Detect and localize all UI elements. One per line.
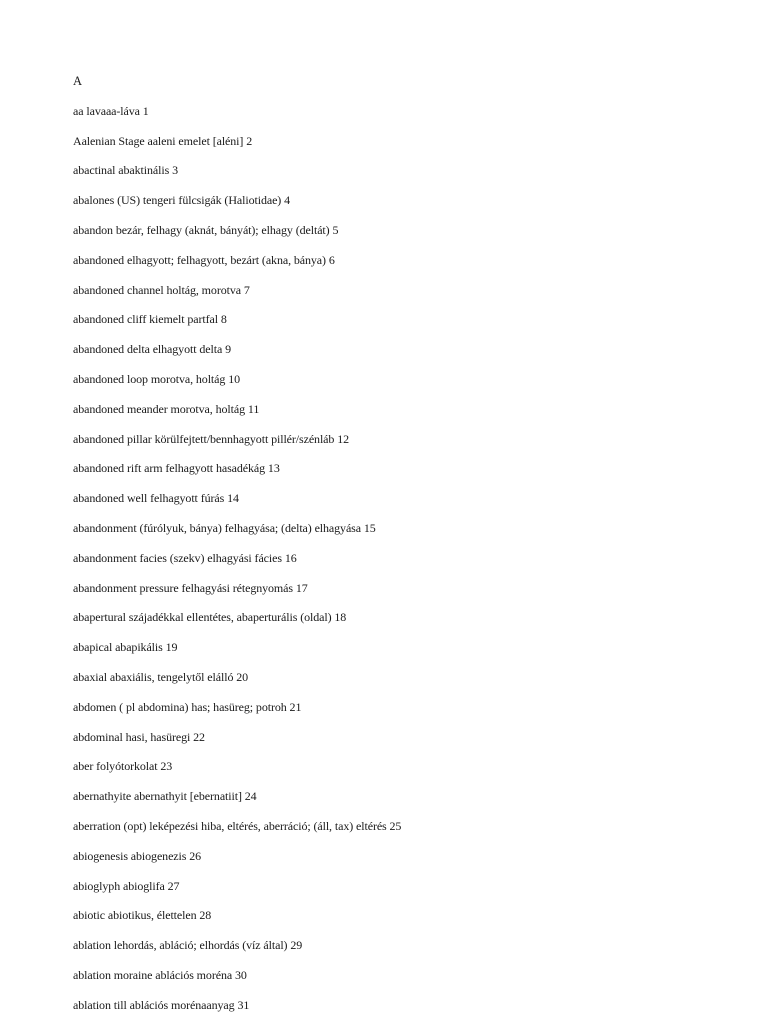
glossary-entry: abandoned pillar körülfejtett/bennhagyott pillér/szénláb 12 bbox=[73, 431, 350, 446]
glossary-entry: abaxial abaxiális, tengelytől elálló 20 bbox=[73, 669, 249, 684]
glossary-entry: aber folyótorkolat 23 bbox=[73, 759, 173, 774]
glossary-entry: abandoned loop morotva, holtág 10 bbox=[73, 371, 240, 386]
glossary-entry: abandoned channel holtág, morotva 7 bbox=[73, 282, 250, 297]
glossary-entry: abandoned delta elhagyott delta 9 bbox=[73, 342, 231, 357]
glossary-entry: abiogenesis abiogenezis 26 bbox=[73, 848, 202, 863]
glossary-entry: abandoned cliff kiemelt partfal 8 bbox=[73, 312, 227, 327]
glossary-list bbox=[73, 102, 733, 1026]
glossary-entry: abactinal abaktinális 3 bbox=[73, 163, 178, 178]
document-page bbox=[73, 72, 733, 1026]
glossary-entry: abandonment pressure felhagyási rétegnyomás 17 bbox=[73, 580, 308, 595]
glossary-entry: aa lavaaa-láva 1 bbox=[73, 103, 149, 118]
glossary-entry: ablation lehordás, abláció; elhordás (víz által) 29 bbox=[73, 938, 303, 953]
glossary-entry: Aalenian Stage aaleni emelet [aléni] 2 bbox=[73, 133, 253, 148]
glossary-entry: abapertural szájadékkal ellentétes, abaperturális (oldal) 18 bbox=[73, 610, 347, 625]
glossary-entry: abioglyph abioglifa 27 bbox=[73, 878, 180, 893]
glossary-entry: abapical abapikális 19 bbox=[73, 640, 178, 655]
glossary-entry: abandoned rift arm felhagyott hasadékág 13 bbox=[73, 461, 280, 476]
glossary-entry: abandoned well felhagyott fúrás 14 bbox=[73, 491, 239, 506]
glossary-entry: abernathyite abernathyit [ebernatiit] 24 bbox=[73, 789, 257, 804]
glossary-entry: abandonment (fúrólyuk, bánya) felhagyása; (delta) elhagyása 15 bbox=[73, 520, 376, 535]
glossary-entry: ablation till ablációs morénaanyag 31 bbox=[73, 997, 250, 1012]
glossary-entry: abandon bezár, felhagy (aknát, bányát); elhagy (deltát) 5 bbox=[73, 222, 339, 237]
glossary-entry: aberration (opt) leképezési hiba, eltérés, aberráció; (áll, tax) eltérés 25 bbox=[73, 818, 402, 833]
glossary-entry: abandoned meander morotva, holtág 11 bbox=[73, 401, 260, 416]
section-heading: A bbox=[73, 74, 82, 88]
glossary-entry: abandonment facies (szekv) elhagyási fácies 16 bbox=[73, 550, 297, 565]
glossary-entry: abandoned elhagyott; felhagyott, bezárt (akna, bánya) 6 bbox=[73, 252, 335, 267]
glossary-entry: ablation moraine ablációs moréna 30 bbox=[73, 967, 247, 982]
glossary-entry: abdominal hasi, hasüregi 22 bbox=[73, 729, 205, 744]
glossary-entry: abdomen ( pl abdomina) has; hasüreg; potroh 21 bbox=[73, 699, 302, 714]
glossary-entry: abiotic abiotikus, élettelen 28 bbox=[73, 908, 212, 923]
glossary-entry: abalones (US) tengeri fülcsigák (Haliotidae) 4 bbox=[73, 193, 290, 208]
